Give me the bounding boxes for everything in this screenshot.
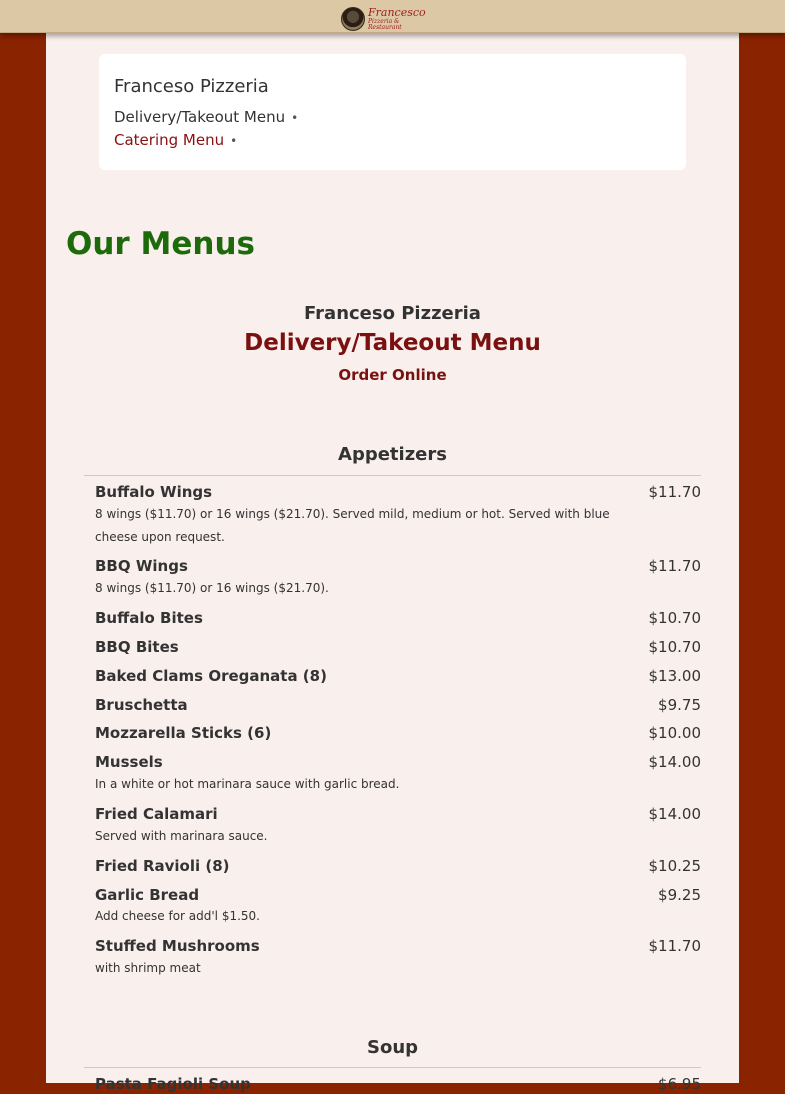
item-price: $13.00 xyxy=(648,667,701,685)
menu-item xyxy=(95,556,701,600)
section-divider xyxy=(84,1067,701,1068)
menu-item xyxy=(95,752,701,796)
item-price: $10.70 xyxy=(648,638,701,656)
item-price: $11.70 xyxy=(648,483,701,501)
nav-separator: • xyxy=(230,134,238,148)
page-content xyxy=(46,33,739,1093)
menu-item xyxy=(95,637,701,657)
item-name: Buffalo Bites xyxy=(95,609,203,627)
nav-link-label: Catering Menu xyxy=(114,131,225,149)
site-logo[interactable] xyxy=(341,6,431,32)
item-price: $10.25 xyxy=(648,857,701,875)
menu-item xyxy=(95,856,701,876)
item-price: $14.00 xyxy=(648,753,701,771)
menu-item xyxy=(95,936,701,980)
item-name: Mussels xyxy=(95,753,163,771)
nav-card-title: Franceso Pizzeria xyxy=(114,76,269,97)
nav-separator: • xyxy=(291,111,299,125)
item-price: $6.95 xyxy=(658,1075,701,1093)
item-description: 8 wings ($11.70) or 16 wings ($21.70). Served mild, medium or hot. Served with blue cheese upon request. xyxy=(95,507,610,544)
item-description: Served with marinara sauce. xyxy=(95,829,268,843)
item-price: $10.00 xyxy=(648,724,701,742)
section-title-soup: Soup xyxy=(366,1037,419,1058)
nav-link-catering-menu[interactable] xyxy=(114,131,237,149)
nav-link-delivery-menu[interactable] xyxy=(114,108,298,126)
menu-item xyxy=(95,695,701,715)
restaurant-name: Franceso Pizzeria xyxy=(304,303,481,324)
section-title-appetizers: Appetizers xyxy=(338,444,447,465)
menu-item xyxy=(95,804,701,848)
item-name: BBQ Wings xyxy=(95,557,188,575)
item-name: Baked Clams Oreganata (8) xyxy=(95,667,327,685)
menu-item xyxy=(95,666,701,686)
nav-link-label: Delivery/Takeout Menu xyxy=(114,108,286,126)
logo-subtitle: Pizzeria & Restaurant xyxy=(368,18,402,31)
menu-item xyxy=(95,608,701,628)
order-online-link[interactable]: Order Online xyxy=(338,366,447,384)
item-price: $11.70 xyxy=(648,937,701,955)
item-price: $10.70 xyxy=(648,609,701,627)
item-name: Pasta Fagioli Soup xyxy=(95,1075,251,1093)
item-name: BBQ Bites xyxy=(95,638,179,656)
menu-nav-card xyxy=(99,54,686,170)
item-price: $9.25 xyxy=(658,886,701,904)
menu-item xyxy=(95,885,701,926)
menu-item xyxy=(95,723,701,743)
item-description: 8 wings ($11.70) or 16 wings ($21.70). xyxy=(95,581,329,595)
item-description: Add cheese for add'l $1.50. xyxy=(95,909,260,923)
menu-item xyxy=(95,482,701,549)
menu-item xyxy=(95,1074,701,1094)
logo-text xyxy=(368,7,431,31)
item-price: $11.70 xyxy=(648,557,701,575)
section-divider xyxy=(84,475,701,476)
item-price: $14.00 xyxy=(648,805,701,823)
logo-name: Francesco xyxy=(368,6,426,19)
logo-portrait-icon xyxy=(341,7,365,31)
item-name: Bruschetta xyxy=(95,696,188,714)
item-name: Fried Calamari xyxy=(95,805,218,823)
menu-title: Delivery/Takeout Menu xyxy=(244,330,541,356)
item-description: with shrimp meat xyxy=(95,961,201,975)
item-description: In a white or hot marinara sauce with garlic bread. xyxy=(95,777,400,791)
item-name: Fried Ravioli (8) xyxy=(95,857,230,875)
top-bar xyxy=(0,0,785,33)
item-name: Stuffed Mushrooms xyxy=(95,937,260,955)
item-name: Mozzarella Sticks (6) xyxy=(95,724,272,742)
page-heading: Our Menus xyxy=(66,226,255,262)
item-name: Garlic Bread xyxy=(95,886,200,904)
item-name: Buffalo Wings xyxy=(95,483,213,501)
item-price: $9.75 xyxy=(658,696,701,714)
